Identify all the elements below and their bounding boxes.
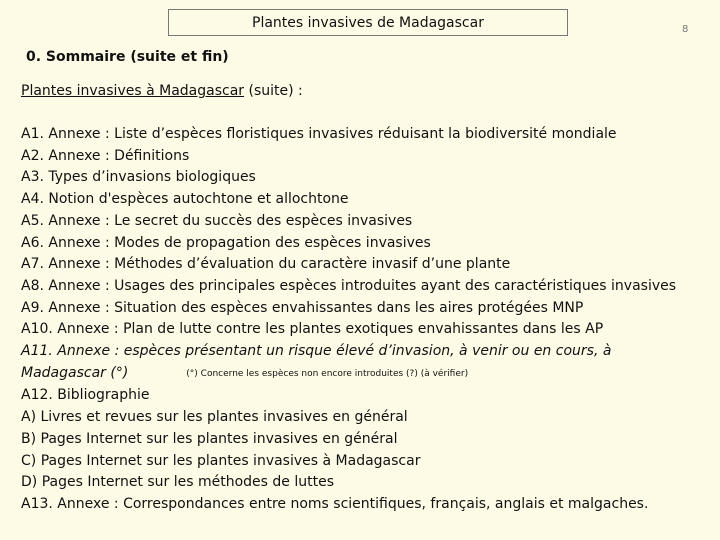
list-item: A9. Annexe : Situation des espèces envahissantes dans les aires protégées MNP [21, 299, 584, 316]
subheading-underlined: Plantes invasives à Madagascar [21, 83, 245, 99]
page-number: 8 [682, 24, 689, 35]
list-item: D) Pages Internet sur les méthodes de luttes [21, 474, 335, 491]
contents-list [21, 124, 676, 516]
list-item: A10. Annexe : Plan de lutte contre les plantes exotiques envahissantes dans les AP [21, 321, 604, 338]
header-title: Plantes invasives de Madagascar [252, 14, 484, 31]
list-item: A) Livres et revues sur les plantes invasives en général [21, 409, 408, 426]
list-item-a11-line1: A11. Annexe : espèces présentant un risque élevé d’invasion, à venir ou en cours, à [21, 343, 612, 360]
list-item: A8. Annexe : Usages des principales espèces introduites ayant des caractéristiques invasives [21, 277, 677, 294]
list-item: A7. Annexe : Méthodes d’évaluation du caractère invasif d’une plante [21, 256, 511, 273]
list-item: A5. Annexe : Le secret du succès des espèces invasives [21, 212, 413, 229]
subheading [21, 83, 303, 99]
subheading-rest: (suite) : [244, 83, 303, 99]
list-item: A1. Annexe : Liste d’espèces floristiques invasives réduisant la biodiversité mondiale [21, 126, 617, 142]
list-item: A6. Annexe : Modes de propagation des espèces invasives [21, 234, 431, 251]
list-item: A2. Annexe : Définitions [21, 147, 190, 164]
list-item: A4. Notion d'espèces autochtone et allochtone [21, 191, 349, 208]
list-item: B) Pages Internet sur les plantes invasives en général [21, 430, 398, 447]
section-title: 0. Sommaire (suite et fin) [26, 49, 229, 65]
a11-line2-text: Madagascar (°) [21, 364, 129, 381]
list-item-a11-line2 [21, 363, 676, 386]
list-item: C) Pages Internet sur les plantes invasives à Madagascar [21, 452, 421, 469]
list-item: A12. Bibliographie [21, 387, 150, 404]
a11-footnote: (°) Concerne les espèces non encore introduites (?) (à vérifier) [186, 368, 469, 379]
list-item: A3. Types d’invasions biologiques [21, 169, 256, 186]
header-title-box [168, 9, 568, 36]
list-item: A13. Annexe : Correspondances entre noms scientifiques, français, anglais et malgaches. [21, 495, 649, 512]
